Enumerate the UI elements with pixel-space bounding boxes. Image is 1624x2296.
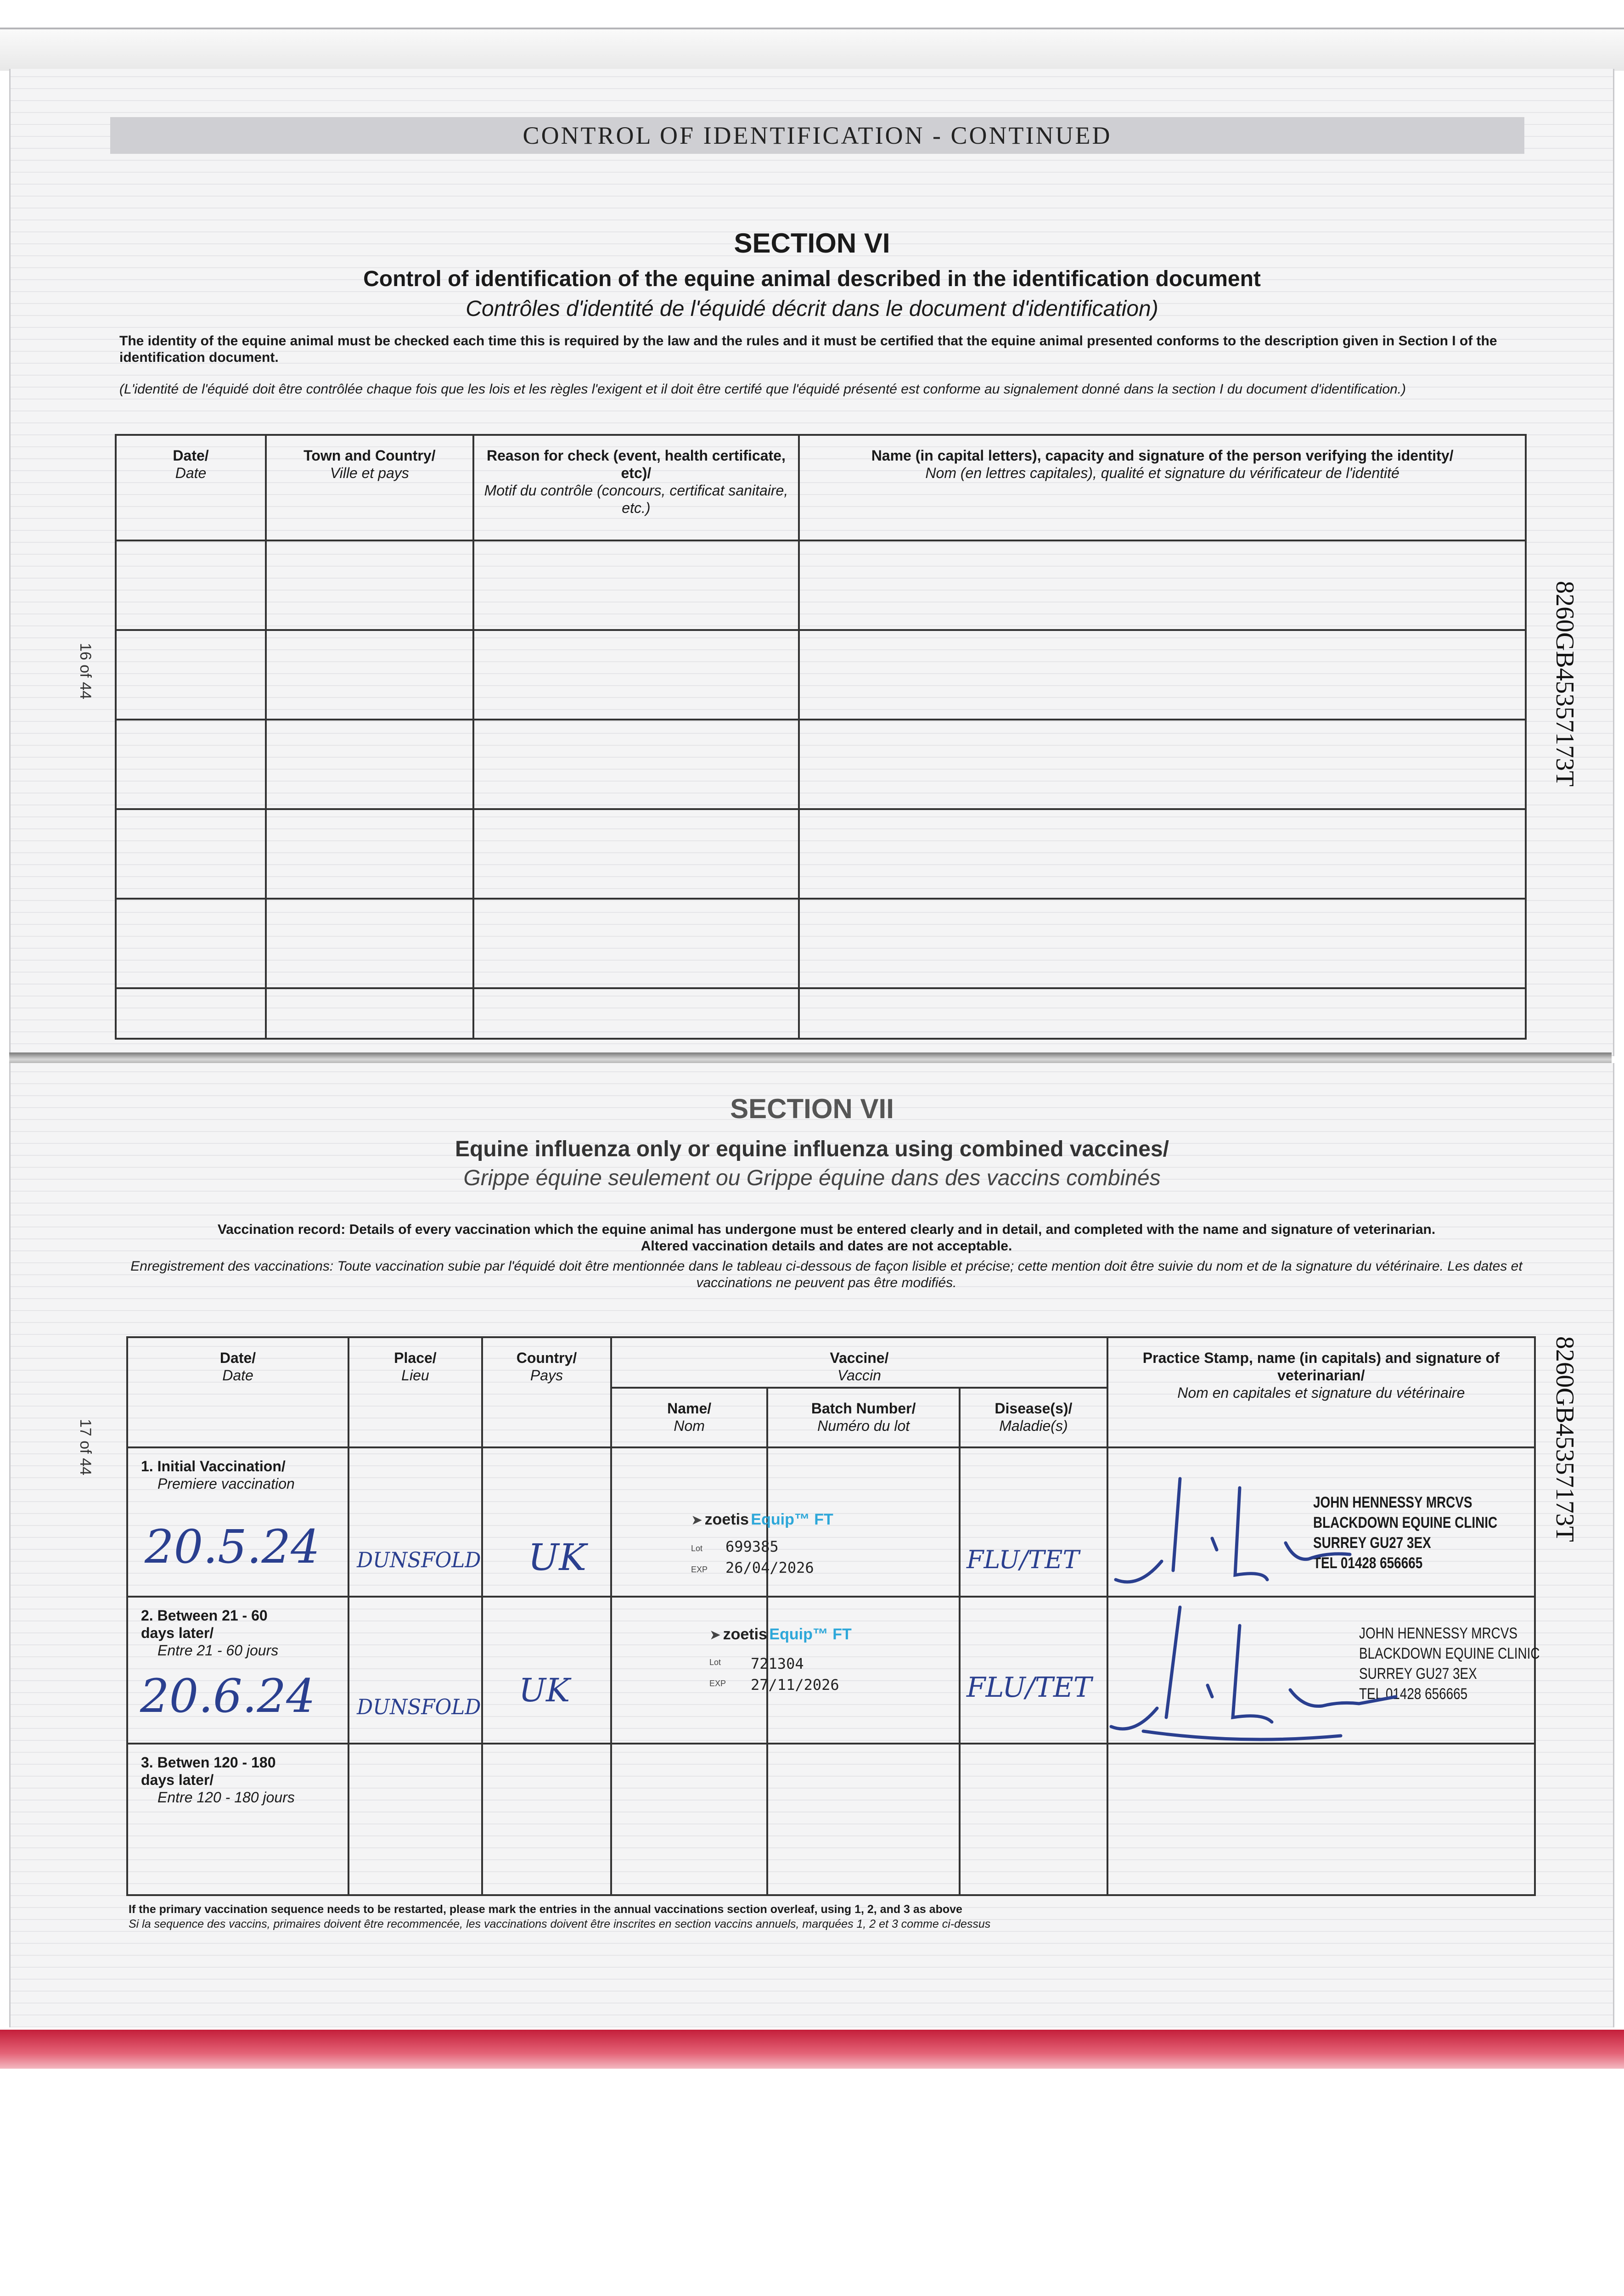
place-cell[interactable] xyxy=(348,1744,482,1895)
section-banner: CONTROL OF IDENTIFICATION - CONTINUED xyxy=(110,117,1524,154)
section-vii-heading: SECTION VII xyxy=(730,1093,894,1124)
vaccine-label-1 xyxy=(691,1511,833,1529)
section-vii-intro-en xyxy=(129,1221,1524,1255)
table-row xyxy=(116,899,1526,988)
batch-cell[interactable] xyxy=(767,1744,960,1895)
verifier-cell[interactable] xyxy=(799,630,1526,720)
vacc-date-2: 20.6.24 xyxy=(140,1669,315,1723)
vaccine-product-2: Equip™ FT xyxy=(769,1626,852,1643)
section-vii-title-en: Equine influenza only or equine influenza using combined vaccines/ xyxy=(455,1137,1169,1161)
town-cell[interactable] xyxy=(266,988,473,1039)
footnote-en: If the primary vaccination sequence needs to be restarted, please mark the entries in the annual vaccinations section overleaf, using 1, 2, and 3 as above xyxy=(129,1903,962,1916)
vaccine-exp-2: 27/11/2026 xyxy=(751,1676,839,1694)
section-vi-intro-fr: (L'identité de l'équidé doit être contrôlée chaque fois que les lois et les règles l'exigent et il doit être certifé que l'équidé présenté est conforme au signalement donné dans la section I du document d'identification.) xyxy=(119,382,1406,397)
date-cell[interactable] xyxy=(116,630,266,720)
verifier-cell[interactable] xyxy=(799,809,1526,899)
stamp-line: SURREY GU27 3EX xyxy=(1313,1534,1431,1552)
zoetis-logo-icon: ➤ xyxy=(691,1513,703,1528)
vaccine-exp-1: 26/04/2026 xyxy=(725,1559,814,1576)
reason-cell[interactable] xyxy=(473,988,799,1039)
date-cell[interactable] xyxy=(116,720,266,809)
place-cell[interactable] xyxy=(348,1447,482,1597)
place-cell[interactable] xyxy=(348,1597,482,1744)
col-verifier: Name (in capital letters), capacity and signature of the person verifying the identity/ Nom (en lettres capitales), qualité et signature du vérificateur de l'identité xyxy=(799,435,1526,540)
page-number-17: 17 of 44 xyxy=(77,1419,94,1475)
row-label-second: 2. Between 21 - 60 days later/ Entre 21 - 60 jours xyxy=(127,1597,348,1744)
footnote-fr: Si la sequence des vaccins, primaires doivent être recommencée, les vaccinations doivent être inscrites en section vaccins annuels, marquées 1, 2 et 3 comme ci-dessus xyxy=(129,1918,991,1930)
vet-signature-1 xyxy=(1111,1469,1368,1598)
cover-edge xyxy=(0,28,1624,71)
date-cell[interactable] xyxy=(116,809,266,899)
vacc-country-1: UK xyxy=(528,1536,587,1579)
table-row xyxy=(127,1744,1535,1895)
vacc-disease-1: FLU/TET xyxy=(967,1545,1079,1574)
col-practice-stamp: Practice Stamp, name (in capitals) and signature of veterinarian/ Nom en capitales et signature du vétérinaire xyxy=(1107,1337,1535,1447)
vacc-disease-2: FLU/TET xyxy=(967,1671,1092,1704)
table-row xyxy=(116,540,1526,630)
disease-cell[interactable] xyxy=(960,1744,1107,1895)
vacc-place-2: DUNSFOLD xyxy=(357,1694,481,1719)
stamp-line: TEL 01428 656665 xyxy=(1359,1685,1468,1703)
col-batch: Batch Number/ Numéro du lot xyxy=(767,1388,960,1447)
passport-cover-edge xyxy=(0,2030,1624,2069)
stamp-cell[interactable] xyxy=(1107,1744,1535,1895)
col-country: Country/ Pays xyxy=(482,1337,611,1447)
vaccine-name-cell[interactable] xyxy=(611,1597,767,1744)
exp-label-2: EXP xyxy=(709,1679,726,1688)
vaccine-lot-1: 699385 xyxy=(725,1538,779,1555)
col-place: Place/ Lieu xyxy=(348,1337,482,1447)
serial-number-top: 8260GB45357173T xyxy=(1551,581,1579,787)
verifier-cell[interactable] xyxy=(799,720,1526,809)
stamp-line: JOHN HENNESSY MRCVS xyxy=(1313,1494,1472,1511)
reason-cell[interactable] xyxy=(473,720,799,809)
row-label-third: 3. Betwen 120 - 180 days later/ Entre 120 - 180 jours xyxy=(127,1744,348,1895)
col-vaccine: Vaccine/ Vaccin xyxy=(611,1337,1107,1388)
vacc-date-1: 20.5.24 xyxy=(145,1520,320,1574)
lot-label-1: Lot xyxy=(691,1544,703,1553)
table-row xyxy=(116,988,1526,1039)
town-cell[interactable] xyxy=(266,899,473,988)
table-row xyxy=(116,809,1526,899)
intro-line-2: Altered vaccination details and dates are not acceptable. xyxy=(641,1238,1012,1254)
section-vii-intro-fr: Enregistrement des vaccinations: Toute vaccination subie par l'équidé doit être mentionnée dans le tableau ci-dessous de façon lisible et précise; cette mention doit être suivie du nom et de la signature du vétérinaire. Les dates et vaccinations ne peuvent pas être modifiés. xyxy=(130,1259,1523,1290)
col-vacc-date: Date/ Date xyxy=(127,1337,348,1447)
vet-signature-2 xyxy=(1102,1598,1414,1754)
col-town-country: Town and Country/ Ville et pays xyxy=(266,435,473,540)
date-cell[interactable] xyxy=(116,988,266,1039)
table-row xyxy=(116,630,1526,720)
town-cell[interactable] xyxy=(266,809,473,899)
stamp-line: JOHN HENNESSY MRCVS xyxy=(1359,1625,1517,1642)
disease-cell[interactable] xyxy=(960,1597,1107,1744)
date-cell[interactable] xyxy=(116,540,266,630)
town-cell[interactable] xyxy=(266,630,473,720)
vaccine-label-2 xyxy=(709,1626,852,1643)
lot-label-2: Lot xyxy=(709,1658,721,1667)
zoetis-logo-icon: ➤ xyxy=(709,1627,721,1643)
reason-cell[interactable] xyxy=(473,630,799,720)
exp-label-1: EXP xyxy=(691,1565,708,1574)
col-disease: Disease(s)/ Maladie(s) xyxy=(960,1388,1107,1447)
vaccine-lot-2: 721304 xyxy=(751,1655,804,1672)
section-vi-heading: SECTION VI xyxy=(734,228,890,259)
country-cell[interactable] xyxy=(482,1744,611,1895)
section-vii-title-fr: Grippe équine seulement ou Grippe équine dans des vaccins combinés xyxy=(463,1166,1161,1190)
reason-cell[interactable] xyxy=(473,540,799,630)
serial-number-bottom: 8260GB45357173T xyxy=(1551,1336,1579,1542)
row-label-initial: 1. Initial Vaccination/ Premiere vaccination xyxy=(127,1447,348,1597)
disease-cell[interactable] xyxy=(960,1447,1107,1597)
section-vi-title-en: Control of identification of the equine animal described in the identification document xyxy=(363,267,1261,291)
stamp-line: BLACKDOWN EQUINE CLINIC xyxy=(1313,1514,1498,1531)
town-cell[interactable] xyxy=(266,720,473,809)
identification-checks-table xyxy=(115,434,1527,1040)
vaccine-name-cell[interactable] xyxy=(611,1744,767,1895)
stamp-line: SURREY GU27 3EX xyxy=(1359,1665,1477,1683)
verifier-cell[interactable] xyxy=(799,899,1526,988)
verifier-cell[interactable] xyxy=(799,540,1526,630)
reason-cell[interactable] xyxy=(473,809,799,899)
table-row xyxy=(116,720,1526,809)
town-cell[interactable] xyxy=(266,540,473,630)
vacc-place-1: DUNSFOLD xyxy=(357,1548,481,1572)
vaccine-brand-2: zoetis xyxy=(723,1626,767,1643)
section-vi-intro-en: The identity of the equine animal must be checked each time this is required by the law and the rules and it must be certified that the equine animal presented conforms to the description given in Section I of the identification document. xyxy=(119,333,1497,365)
country-cell[interactable] xyxy=(482,1597,611,1744)
col-vaccine-name: Name/ Nom xyxy=(611,1388,767,1447)
reason-cell[interactable] xyxy=(473,899,799,988)
stamp-line: BLACKDOWN EQUINE CLINIC xyxy=(1359,1645,1540,1662)
intro-line-1: Vaccination record: Details of every vaccination which the equine animal has undergone must be entered clearly and in detail, and completed with the name and signature of veterinarian. xyxy=(217,1222,1436,1237)
col-date: Date/ Date xyxy=(116,435,266,540)
verifier-cell[interactable] xyxy=(799,988,1526,1039)
vaccine-brand-1: zoetis xyxy=(704,1511,749,1528)
vaccine-product-1: Equip™ FT xyxy=(751,1511,833,1528)
stamp-line: TEL 01428 656665 xyxy=(1313,1554,1423,1572)
section-vi-title-fr: Contrôles d'identité de l'équidé décrit dans le document d'identification) xyxy=(466,297,1158,321)
page-number-16: 16 of 44 xyxy=(77,643,94,699)
col-reason: Reason for check (event, health certificate, etc)/ Motif du contrôle (concours, certificat sanitaire, etc.) xyxy=(473,435,799,540)
date-cell[interactable] xyxy=(116,899,266,988)
vacc-country-2: UK xyxy=(519,1671,570,1709)
